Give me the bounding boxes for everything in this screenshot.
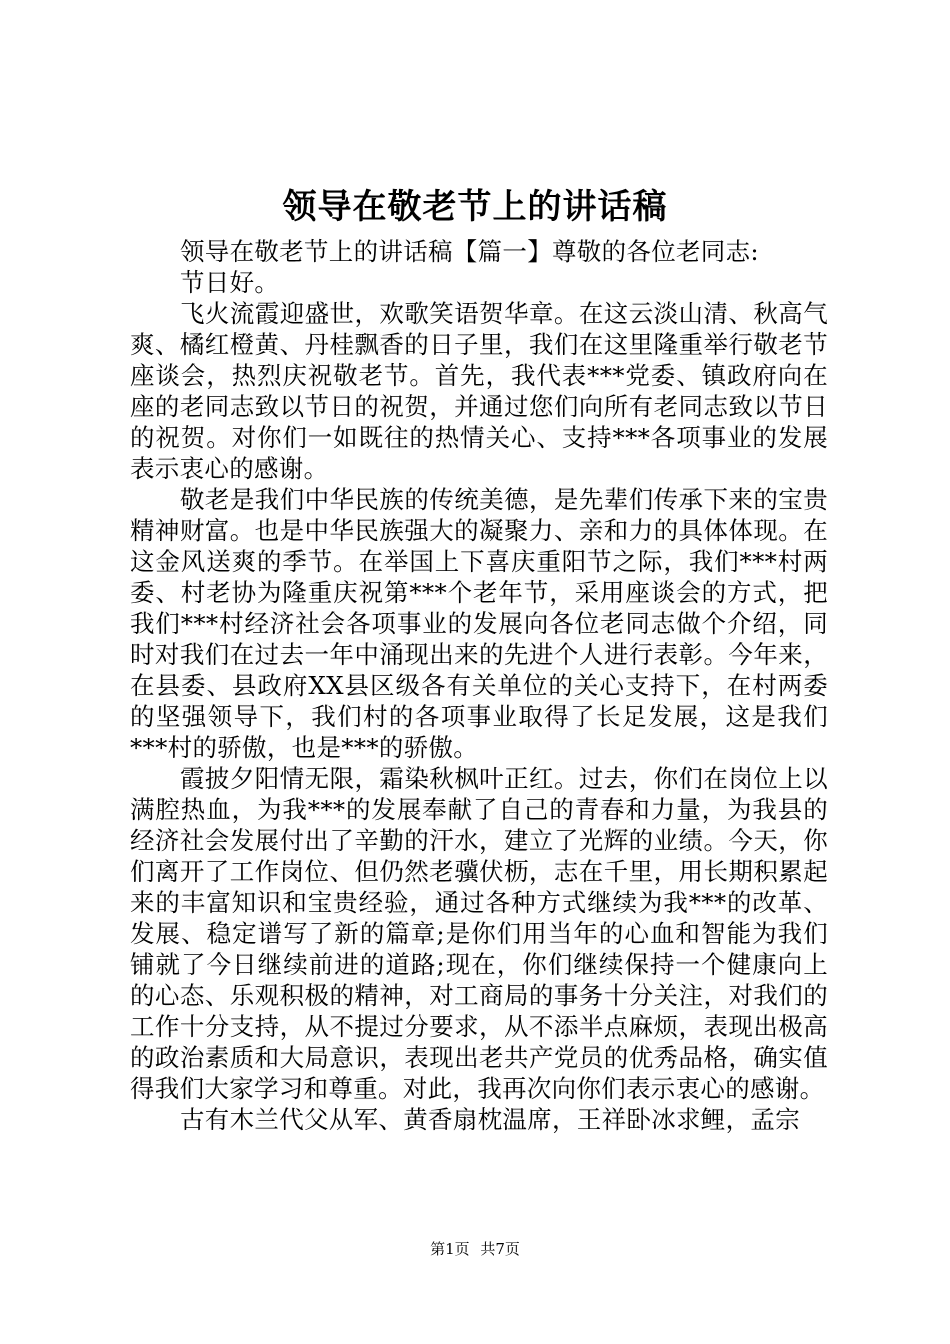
paragraph-contribution: 霞披夕阳情无限，霜染秋枫叶正红。过去，你们在岗位上以满腔热血，为我***的发展奉献了自己的青春和力量，为我县的经济社会发展付出了辛勤的汗水，建立了光辉的业绩。今天，你们离开了工作岗位、但仍然老骥伏枥，志在千里，用长期积累起来的丰富知识和宝贵经验，通过各种方式继续为我***的改革、发展、稳定谱写了新的篇章;是你们用当年的心血和智能为我们铺就了今日继续前进的道路;现在，你们继续保持一个健康向上的心态、乐观积极的精神，对工商局的事务十分关注，对我们的工作十分支持，从不提过分要求，从不添半点麻烦，表现出极高的政治素质和大局意识，表现出老共产党员的优秀品格，确实值得我们大家学习和尊重。对此，我再次向你们表示衷心的感谢。 xyxy=(130,764,828,1103)
page-number: 第1页 xyxy=(430,1240,470,1258)
paragraph-tradition: 敬老是我们中华民族的传统美德，是先辈们传承下来的宝贵精神财富。也是中华民族强大的凝聚力、亲和力的具体体现。在这金风送爽的季节。在举国上下喜庆重阳节之际，我们***村两委、村老协为隆重庆祝第***个老年节，采用座谈会的方式，把我们***村经济社会各项事业的发展向各位老同志做个介绍，同时对我们在过去一年中涌现出来的先进个人进行表彰。今年来，在县委、县政府XX县区级各有关单位的关心支持下，在村两委的坚强领导下，我们村的各项事业取得了长足发展，这是我们***村的骄傲，也是***的骄傲。 xyxy=(130,485,828,762)
paragraph-intro: 领导在敬老节上的讲话稿【篇一】尊敬的各位老同志: xyxy=(180,237,759,266)
document-title: 领导在敬老节上的讲话稿 xyxy=(282,187,668,227)
page-total: 共7页 xyxy=(480,1240,520,1258)
paragraph-ancient-examples: 古有木兰代父从军、黄香扇枕温席，王祥卧冰求鲤，孟宗 xyxy=(180,1105,800,1134)
paragraph-greeting: 节日好。 xyxy=(180,268,280,297)
document-body xyxy=(130,236,828,1135)
page-footer xyxy=(0,1238,950,1260)
paragraph-celebration: 飞火流霞迎盛世，欢歌笑语贺华章。在这云淡山清、秋高气爽、橘红橙黄、丹桂飘香的日子里，我们在这里隆重举行敬老节座谈会，热烈庆祝敬老节。首先，我代表***党委、镇政府向在座的老同志致以节日的祝贺，并通过您们向所有老同志致以节日的祝贺。对你们一如既往的热情关心、支持***各项事业的发展表示衷心的感谢。 xyxy=(130,299,828,483)
